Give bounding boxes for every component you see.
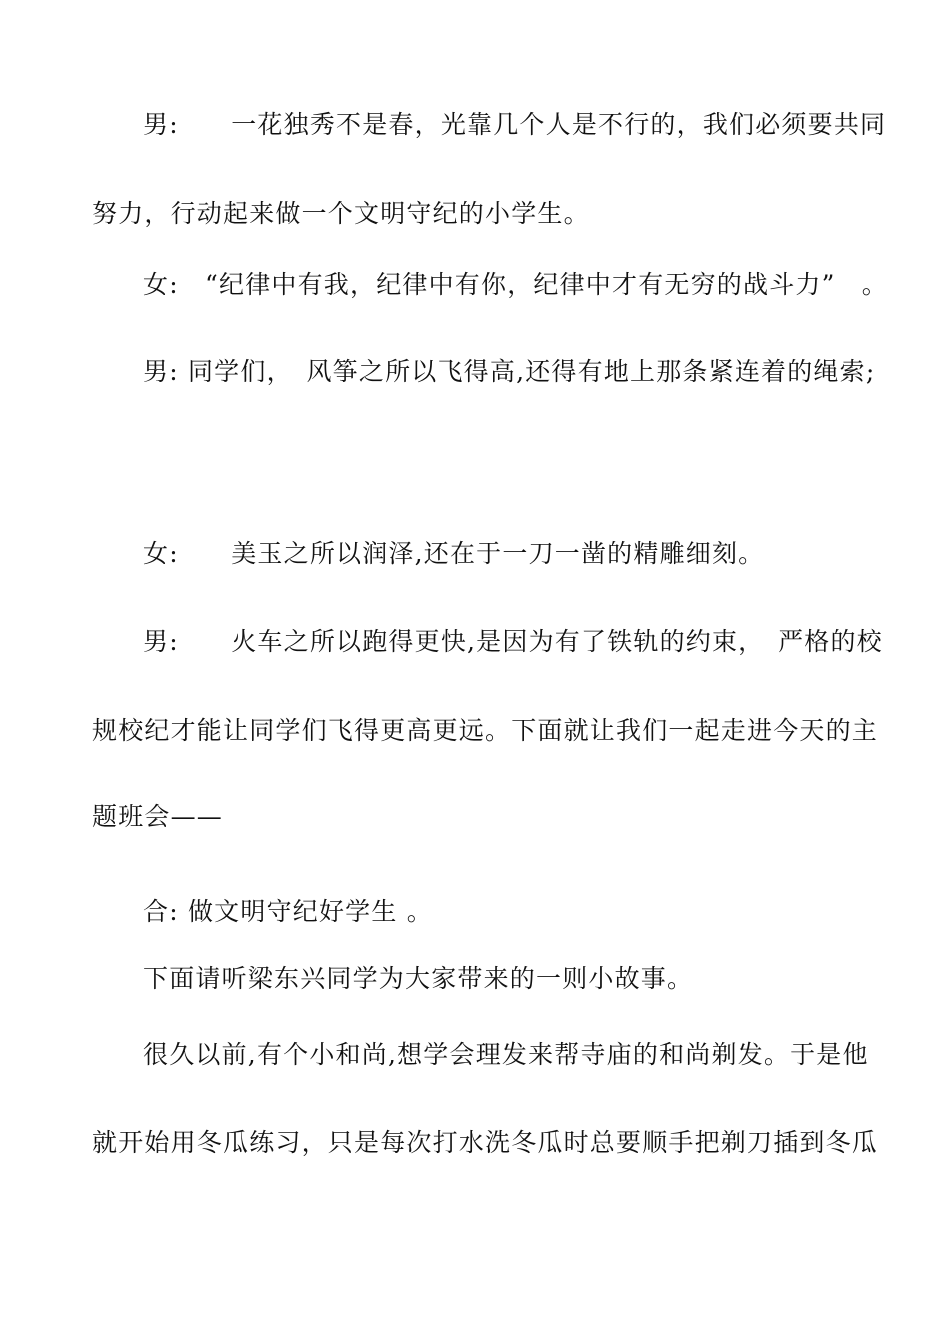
dialogue-line-male-2: 男: 同学们， 风筝之所以飞得高,还得有地上那条紧连着的绳索; — [143, 357, 876, 386]
dialogue-line-together: 合: 做文明守纪好学生 。 — [143, 897, 433, 926]
dialogue-line-male-3: 男: 火车之所以跑得更快,是因为有了铁轨的约束， 严格的校 — [143, 627, 883, 656]
story-intro: 下面请听梁东兴同学为大家带来的一则小故事。 — [143, 964, 694, 993]
dialogue-line-female-2: 女: 美玉之所以润泽,还在于一刀一凿的精雕细刻。 — [143, 539, 765, 568]
dialogue-line-male-1: 男: 一花独秀不是春，光靠几个人是不行的，我们必须要共同 — [143, 110, 887, 139]
story-paragraph-line-2: 就开始用冬瓜练习，只是每次打水洗冬瓜时总要顺手把剃刀插到冬瓜 — [92, 1128, 879, 1157]
dialogue-line-male-3-end: 题班会—— — [92, 802, 224, 831]
dialogue-line-male-1-cont: 努力，行动起来做一个文明守纪的小学生。 — [92, 199, 590, 228]
dialogue-line-male-3-cont: 规校纪才能让同学们飞得更高更远。下面就让我们一起走进今天的主 — [92, 716, 879, 745]
dialogue-line-female-1: 女: “纪律中有我，纪律中有你，纪律中才有无穷的战斗力” 。 — [143, 270, 888, 299]
story-paragraph-line-1: 很久以前,有个小和尚,想学会理发来帮寺庙的和尚剃发。于是他 — [143, 1040, 869, 1069]
